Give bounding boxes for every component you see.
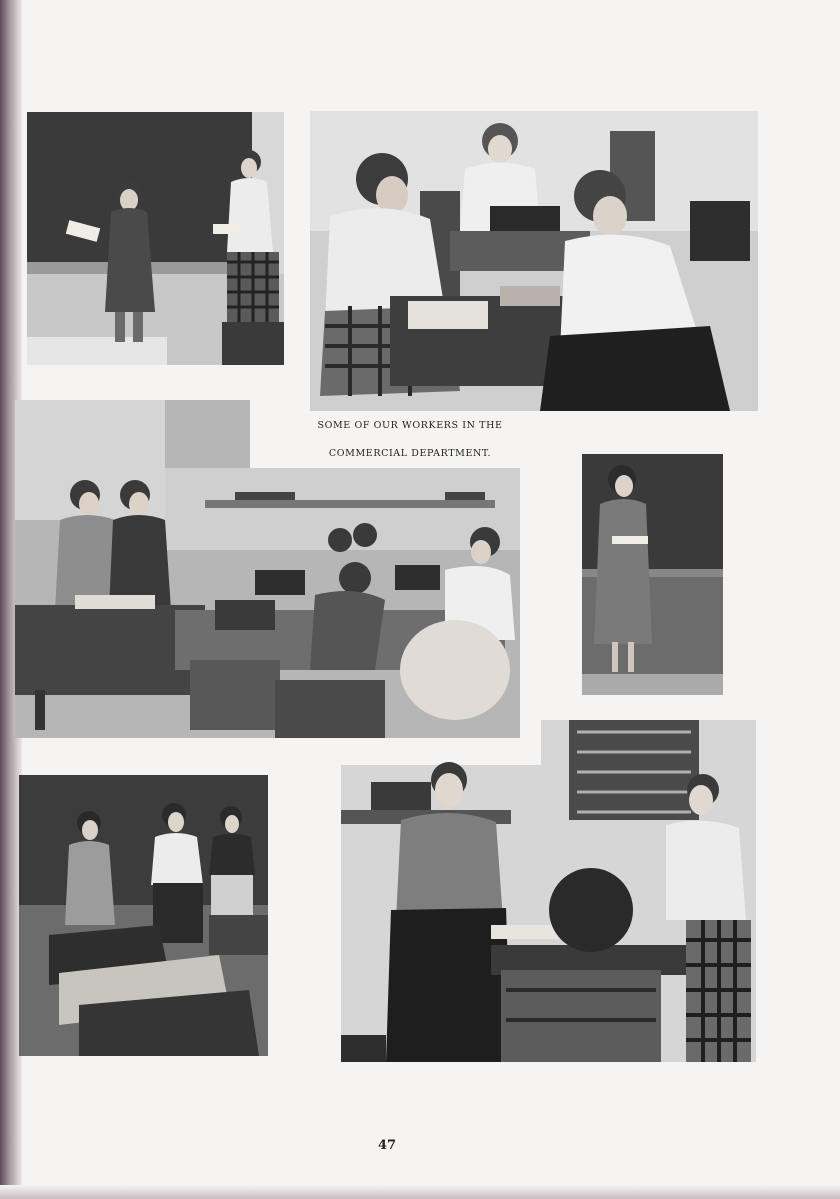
photo-mimeograph-machine [341, 720, 756, 1062]
photo-typists-at-desk [310, 111, 758, 411]
caption-line-2: COMMERCIAL DEPARTMENT. [328, 448, 492, 459]
photo-students-at-blackboard [19, 775, 268, 1056]
photo-caption [300, 412, 520, 468]
photo-student-standing-chalkboard [582, 454, 723, 695]
page-bottom-shadow [0, 1185, 840, 1199]
caption-line-1: SOME OF OUR WORKERS IN THE [317, 420, 503, 431]
photo-students-at-chalkboard [27, 112, 284, 365]
page-number: 47 [377, 1138, 397, 1153]
